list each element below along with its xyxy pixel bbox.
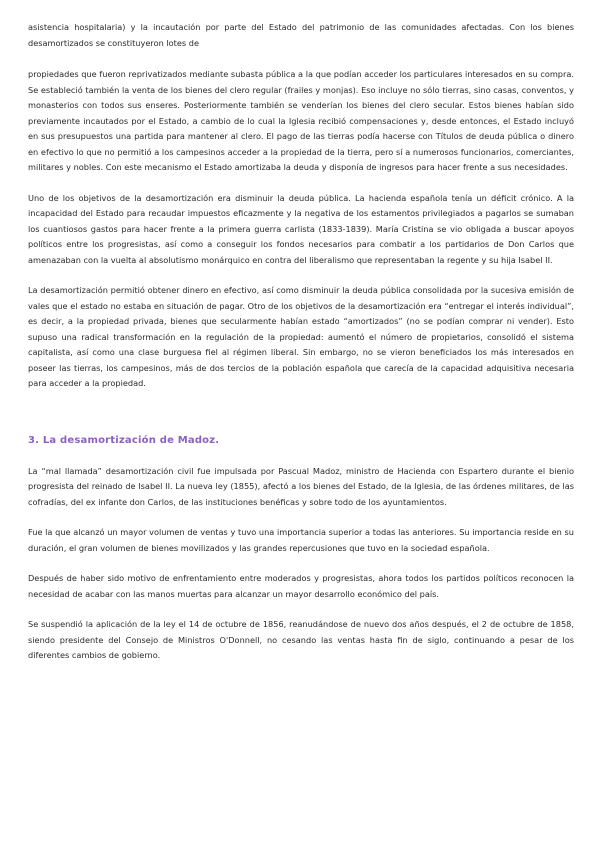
paragraph-political-consensus: Después de haber sido motivo de enfrentamiento entre moderados y progresistas, ahora todos los partidos políticos reconocen la necesidad de acabar con las manos muertas para alcanzar un mayor desarrollo económico del país. [28,573,574,599]
section-heading-madoz: 3. La desamortización de Madoz. [28,434,220,446]
paragraph-public-debt: Uno de los objetivos de la desamortización era disminuir la deuda pública. La hacienda española tenía un déficit crónico. A la incapacidad del Estado para recaudar impuestos eficazmente y la negativa de los estamentos privilegiados a pagarlos se sumaban los cuantiosos gastos para hacer frente a la primera guerra carlista (1833-1839). María Cristina se vio obligada a buscar apoyos políticos entre los progresistas, así como a conseguir los fondos necesarios para combatir a los partidarios de Don Carlos que amenazaban con la vuelta al absolutismo monárquico en contra del liberalismo que representaban la regente y su hija Isabel II. [28,192,574,265]
paragraph-suspension: Se suspendió la aplicación de la ley el 14 de octubre de 1856, reanudándose de nuevo dos años después, el 2 de octubre de 1858, siendo presidente del Consejo de Ministros O'Donnell, no cesando las ventas hasta fin de siglo, continuando a pesar de los diferentes cambios de gobierno. [28,619,574,660]
document-page [28,20,574,664]
paragraph-desamortization-effects: La desamortización permitió obtener dinero en efectivo, así como disminuir la deuda pública consolidada por la sucesiva emisión de vales que el estado no estaba en situación de pagar. Otro de los objetivos de la desamortización era “entregar el interés individual”, es decir, a la propiedad privada, bienes que secularmente habían estado “amortizados” (no se podían comprar ni vender). Esto supuso una radical transformación en la regulación de la propiedad: aumentó el número de propietarios, consolidó el sistema capitalista, así como una clase burguesa fiel al régimen liberal. Sin embargo, no se vieron beneficiados los más interesados en poseer las tierras, los campesinos, más de dos tercios de la población española que carecía de la capacidad adquisitiva necesaria para acceder a la propiedad. [28,285,574,388]
intro-fragment-paragraph: asistencia hospitalaria) y la incautación por parte del Estado del patrimonio de las comunidades afectadas. Con los bienes desamortizados se constituyeron lotes de [28,22,574,48]
paragraph-reprivatization: propiedades que fueron reprivatizados mediante subasta pública a la que podían acceder los particulares interesados en su compra. Se estableció también la venta de los bienes del clero regular (frailes y monjas). Eso incluye no sólo tierras, sino casas, conventos, y monasterios con todos sus enseres. Posteriormente también se venderían los bienes del clero secular. Estos bienes habían sido previamente incautados por el Estado, a cambio de lo cual la Iglesia recibió compensaciones y, desde entonces, el Estado incluyó en sus presupuestos una partida para mantener al clero. El pago de las tierras podía hacerse con Títulos de deuda pública o dinero en efectivo lo que no permitió a los campesinos acceder a la propiedad de la tierra, pero sí a numerosos funcionarios, comerciantes, militares y nobles. Con este mecanismo el Estado amortizaba la deuda y disponía de ingresos para hacer frente a sus necesidades. [28,69,574,172]
paragraph-sales-volume: Fue la que alcanzó un mayor volumen de ventas y tuvo una importancia superior a todas las anteriores. Su importancia reside en su duración, el gran volumen de bienes movilizados y las grandes repercusiones que tuvo en la sociedad española. [28,527,574,553]
paragraph-madoz-law: La “mal llamada” desamortización civil fue impulsada por Pascual Madoz, ministro de Hacienda con Espartero durante el bienio progresista del reinado de Isabel II. La nueva ley (1855), afectó a los bienes del Estado, de la Iglesia, de las órdenes militares, de las cofradías, del ex infante don Carlos, de las instituciones benéficas y sobre todo de los ayuntamientos. [28,465,574,507]
